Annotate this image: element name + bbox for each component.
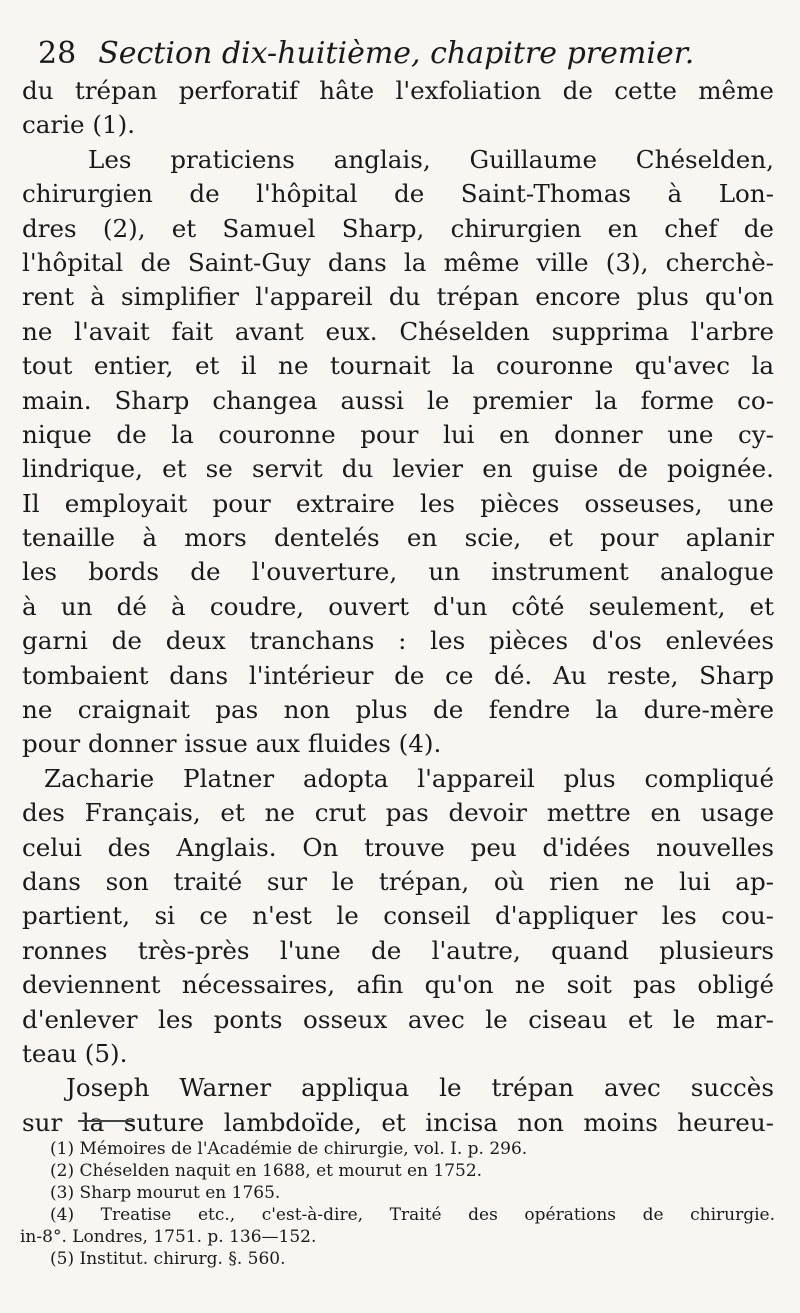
body-text <box>22 74 774 1140</box>
body-line: teau (5). <box>22 1038 128 1068</box>
body-line: ne craignait pas non plus de fendre la dure-mère <box>22 695 774 725</box>
running-title: Section dix-huitième, chapitre premier. <box>98 36 695 71</box>
body-line: garni de deux tranchans : les pièces d'os enlevées <box>22 626 774 656</box>
body-line: tout entier, et il ne tournait la couronne qu'avec la <box>22 351 774 381</box>
body-line: ronnes très-près l'une de l'autre, quand plusieurs <box>22 935 774 965</box>
footnotes <box>20 1138 775 1270</box>
body-line: deviennent nécessaires, afin qu'on ne soit pas obligé <box>22 970 774 1000</box>
body-line: rent à simplifier l'appareil du trépan encore plus qu'on <box>22 282 774 312</box>
body-line: l'hôpital de Saint-Guy dans la même ville (3), cherchè- <box>22 247 774 277</box>
body-line: sur la suture lambdoïde, et incisa non moins heureu- <box>22 1107 774 1137</box>
footnote-2: (2) Chéselden naquit en 1688, et mourut en 1752. <box>50 1161 483 1181</box>
footnote-separator <box>78 1120 134 1122</box>
body-line: lindrique, et se servit du levier en guise de poignée. <box>22 454 774 484</box>
body-line: Il employait pour extraire les pièces osseuses, une <box>22 488 774 518</box>
body-line: tombaient dans l'intérieur de ce dé. Au reste, Sharp <box>22 660 774 690</box>
body-line: du trépan perforatif hâte l'exfoliation de cette même <box>22 76 774 105</box>
paragraph-start-line: Joseph Warner appliqua le trépan avec succès <box>66 1073 774 1103</box>
body-line: à un dé à coudre, ouvert d'un côté seulement, et <box>22 591 774 621</box>
body-line: carie (1). <box>22 110 136 140</box>
footnote-1: (1) Mémoires de l'Académie de chirurgie, vol. I. p. 296. <box>50 1139 528 1159</box>
footnote-4: (4) Treatise etc., c'est-à-dire, Traité des opérations de chirurgie. <box>50 1205 775 1225</box>
body-line: tenaille à mors dentelés en scie, et pour aplanir <box>22 523 774 553</box>
body-line: dres (2), et Samuel Sharp, chirurgien en chef de <box>22 213 774 243</box>
footnote-4-continuation: in-8°. Londres, 1751. p. 136—152. <box>20 1227 317 1247</box>
footnote-3: (3) Sharp mourut en 1765. <box>50 1183 281 1203</box>
page-number: 28 <box>38 36 77 71</box>
running-header <box>38 34 778 74</box>
body-line: chirurgien de l'hôpital de Saint-Thomas à Lon- <box>22 179 774 209</box>
body-line: les bords de l'ouverture, un instrument analogue <box>22 557 774 587</box>
body-line: main. Sharp changea aussi le premier la forme co- <box>22 385 774 415</box>
body-line: celui des Anglais. On trouve peu d'idées nouvelles <box>22 832 774 862</box>
body-line: pour donner issue aux fluides (4). <box>22 729 442 759</box>
body-line: des Français, et ne crut pas devoir mettre en usage <box>22 798 774 828</box>
body-line: dans son traité sur le trépan, où rien ne lui ap- <box>22 866 774 896</box>
footnote-5: (5) Institut. chirurg. §. 560. <box>50 1249 286 1269</box>
body-line: partient, si ce n'est le conseil d'appliquer les cou- <box>22 901 774 931</box>
paragraph-start-line: Zacharie Platner adopta l'appareil plus compliqué <box>44 763 774 793</box>
body-line: nique de la couronne pour lui en donner une cy- <box>22 419 774 449</box>
paragraph-start-line: Les praticiens anglais, Guillaume Chéselden, <box>88 144 774 174</box>
body-line: d'enlever les ponts osseux avec le ciseau et le mar- <box>22 1004 774 1034</box>
body-line: ne l'avait fait avant eux. Chéselden supprima l'arbre <box>22 316 774 346</box>
